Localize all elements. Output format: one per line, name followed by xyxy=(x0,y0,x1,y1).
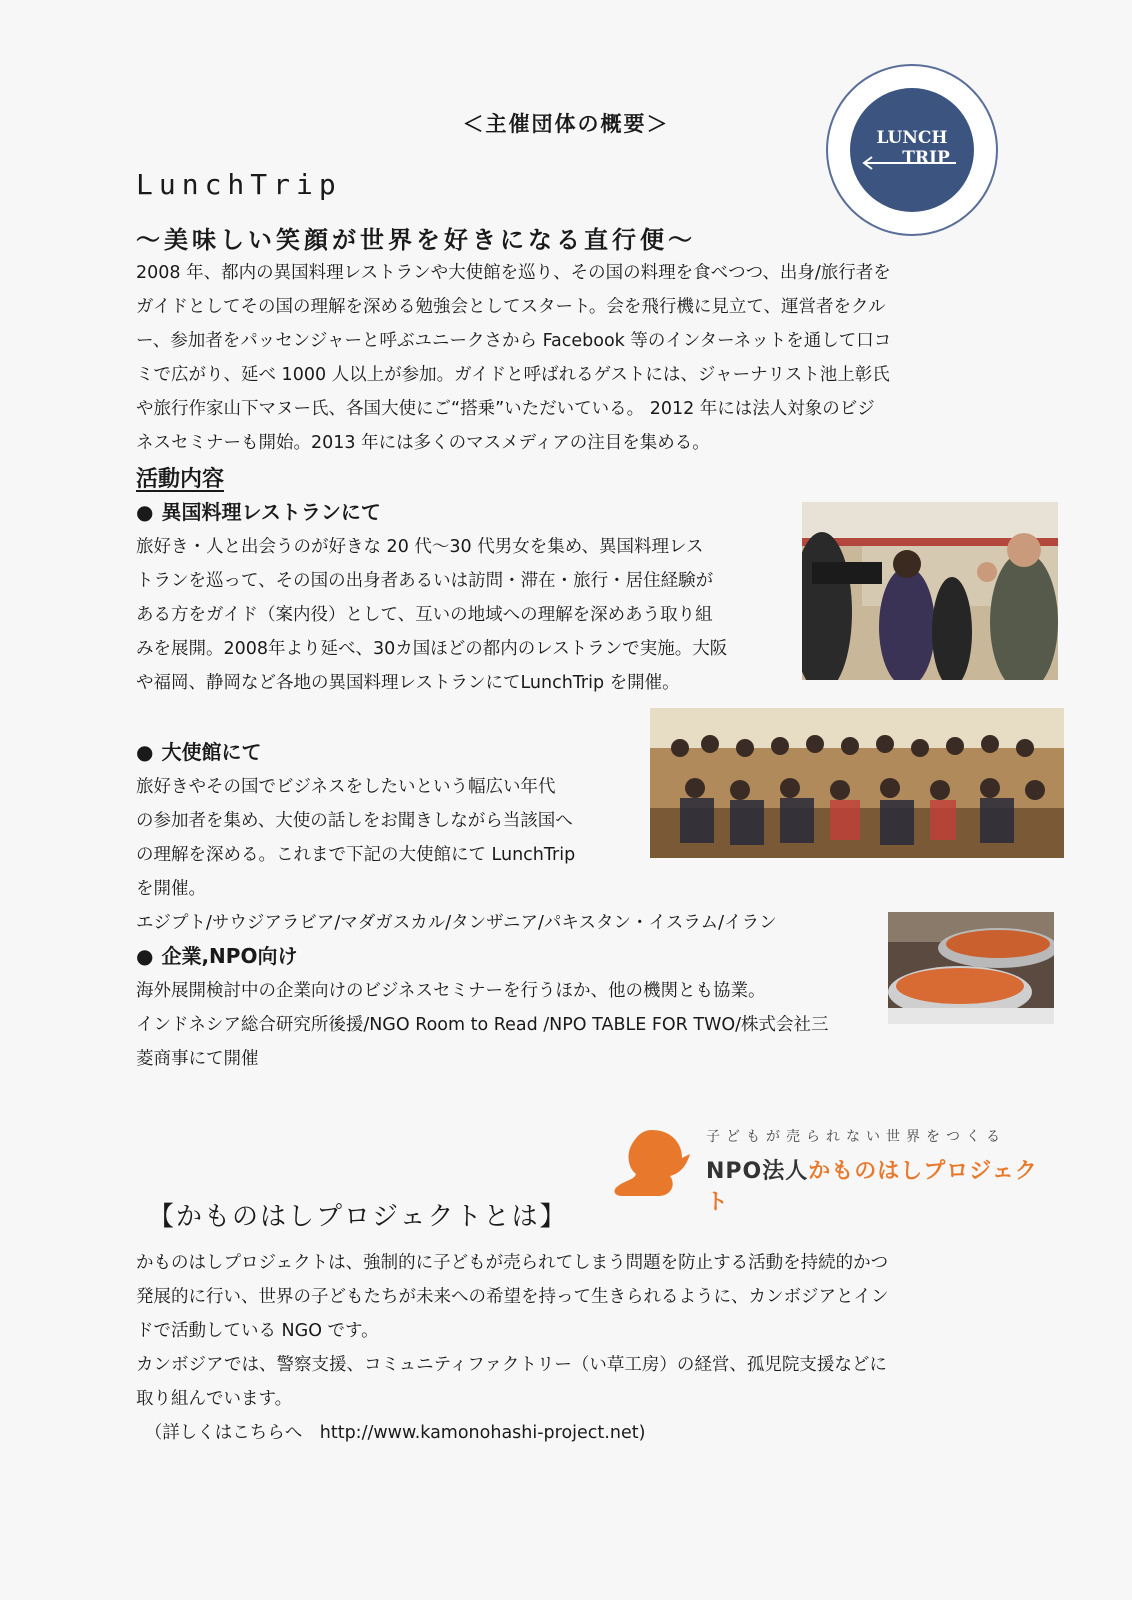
intro-line: ネスセミナーも開始。2013 年には多くのマスメディアの注目を集める。 xyxy=(136,433,710,453)
duck-logo-icon xyxy=(612,1124,692,1200)
restaurant-heading-text: 異国料理レストランにて xyxy=(161,500,381,524)
intro-line: 2008 年、都内の異国料理レストランや大使館を巡り、その国の料理を食べつつ、出身/旅行者を xyxy=(136,263,891,283)
intro-line: や旅行作家山下マヌー氏、各国大使にご“搭乗”いただいている。 2012 年には法人対象のビジ xyxy=(136,399,875,419)
kamonohashi-logo-prefix: NPO法人 xyxy=(706,1159,809,1184)
kamonohashi-line: 発展的に行い、世界の子どもたちが未来への希望を持って生きられるように、カンボジアとイン xyxy=(136,1287,889,1307)
restaurant-line: みを展開。2008年より延べ、30カ国ほどの都内のレストランで実施。大阪 xyxy=(136,639,728,659)
embassy-line: の理解を深める。これまで下記の大使館にて LunchTrip xyxy=(136,845,576,865)
restaurant-body xyxy=(136,530,796,700)
restaurant-photo xyxy=(802,502,1058,680)
activities-title: 活動内容 xyxy=(136,467,225,492)
embassy-line: 旅好きやその国でビジネスをしたいという幅広い年代 xyxy=(136,777,556,797)
bullet-icon: ● xyxy=(136,944,154,968)
kamonohashi-body xyxy=(136,1246,1016,1450)
bullet-icon: ● xyxy=(136,500,154,524)
embassy-heading-text: 大使館にて xyxy=(161,740,262,764)
embassy-line: を開催。 xyxy=(136,879,206,899)
restaurant-line: ある方をガイド（案内役）として、互いの地域への理解を深めあう取り組 xyxy=(136,605,713,625)
embassy-countries: エジプト/サウジアラビア/マダガスカル/タンザニア/パキスタン・イスラム/イラン xyxy=(136,913,777,933)
kamonohashi-title: 【かものはしプロジェクトとは】 xyxy=(148,1202,568,1232)
lunchtrip-logo-text-1: LUNCH xyxy=(876,128,948,148)
intro-line: ガイドとしてその国の理解を深める勉強会としてスタート。会を飛行機に見立て、運営者をクル xyxy=(136,297,886,317)
corporate-line: 菱商事にて開催 xyxy=(136,1049,259,1069)
kamonohashi-line: かものはしプロジェクトは、強制的に子どもが売られてしまう問題を防止する活動を持続的かつ xyxy=(136,1253,889,1273)
embassy-line: の参加者を集め、大使の話しをお聞きしながら当該国へ xyxy=(136,811,573,831)
corporate-line: 海外展開検討中の企業向けのビジネスセミナーを行うほか、他の機関とも協業。 xyxy=(136,981,766,1001)
kamonohashi-logo-name xyxy=(706,1154,1052,1216)
food-photo xyxy=(888,912,1054,1024)
org-name: LunchTrip xyxy=(136,168,342,201)
embassy-body xyxy=(136,770,636,906)
corporate-heading xyxy=(136,940,297,969)
kamonohashi-logo-name-text: かものはしプロジェクト xyxy=(706,1159,1038,1215)
corporate-body xyxy=(136,974,876,1076)
page-title: ＜主催団体の概要＞ xyxy=(462,112,670,136)
arrow-icon xyxy=(860,156,960,170)
restaurant-line: や福岡、静岡など各地の異国料理レストランにてLunchTrip を開催。 xyxy=(136,673,680,693)
bullet-icon: ● xyxy=(136,740,154,764)
lunchtrip-logo xyxy=(826,64,998,236)
kamonohashi-logo-tagline: 子どもが売られない世界をつくる xyxy=(706,1129,1006,1145)
corporate-line: インドネシア総合研究所後援/NGO Room to Read /NPO TABLE FOR TWO/株式会社三 xyxy=(136,1015,829,1035)
restaurant-line: トランを巡って、その国の出身者あるいは訪問・滞在・旅行・居住経験が xyxy=(136,571,714,591)
kamonohashi-line: ドで活動している NGO です。 xyxy=(136,1321,379,1341)
corporate-heading-text: 企業,NPO向け xyxy=(161,944,298,968)
embassy-group-photo xyxy=(650,708,1064,858)
tagline: ～美味しい笑顔が世界を好きになる直行便～ xyxy=(136,226,696,254)
kamonohashi-logo xyxy=(612,1124,1052,1215)
kamonohashi-link-line[interactable]: （詳しくはこちらへ http://www.kamonohashi-project.net) xyxy=(136,1423,646,1443)
intro-paragraph xyxy=(136,256,1000,460)
restaurant-line: 旅好き・人と出会うのが好きな 20 代～30 代男女を集め、異国料理レス xyxy=(136,537,704,557)
kamonohashi-line: 取り組んでいます。 xyxy=(136,1389,293,1409)
intro-line: ミで広がり、延べ 1000 人以上が参加。ガイドと呼ばれるゲストには、ジャーナリスト池上彰氏 xyxy=(136,365,890,385)
intro-line: ー、参加者をパッセンジャーと呼ぶユニークさから Facebook 等のインターネットを通して口コ xyxy=(136,331,892,351)
kamonohashi-line: カンボジアでは、警察支援、コミュニティファクトリー（い草工房）の経営、孤児院支援などに xyxy=(136,1355,887,1375)
embassy-heading xyxy=(136,736,261,765)
restaurant-heading xyxy=(136,496,381,525)
lunchtrip-logo-text-2: TRIP xyxy=(902,148,950,168)
